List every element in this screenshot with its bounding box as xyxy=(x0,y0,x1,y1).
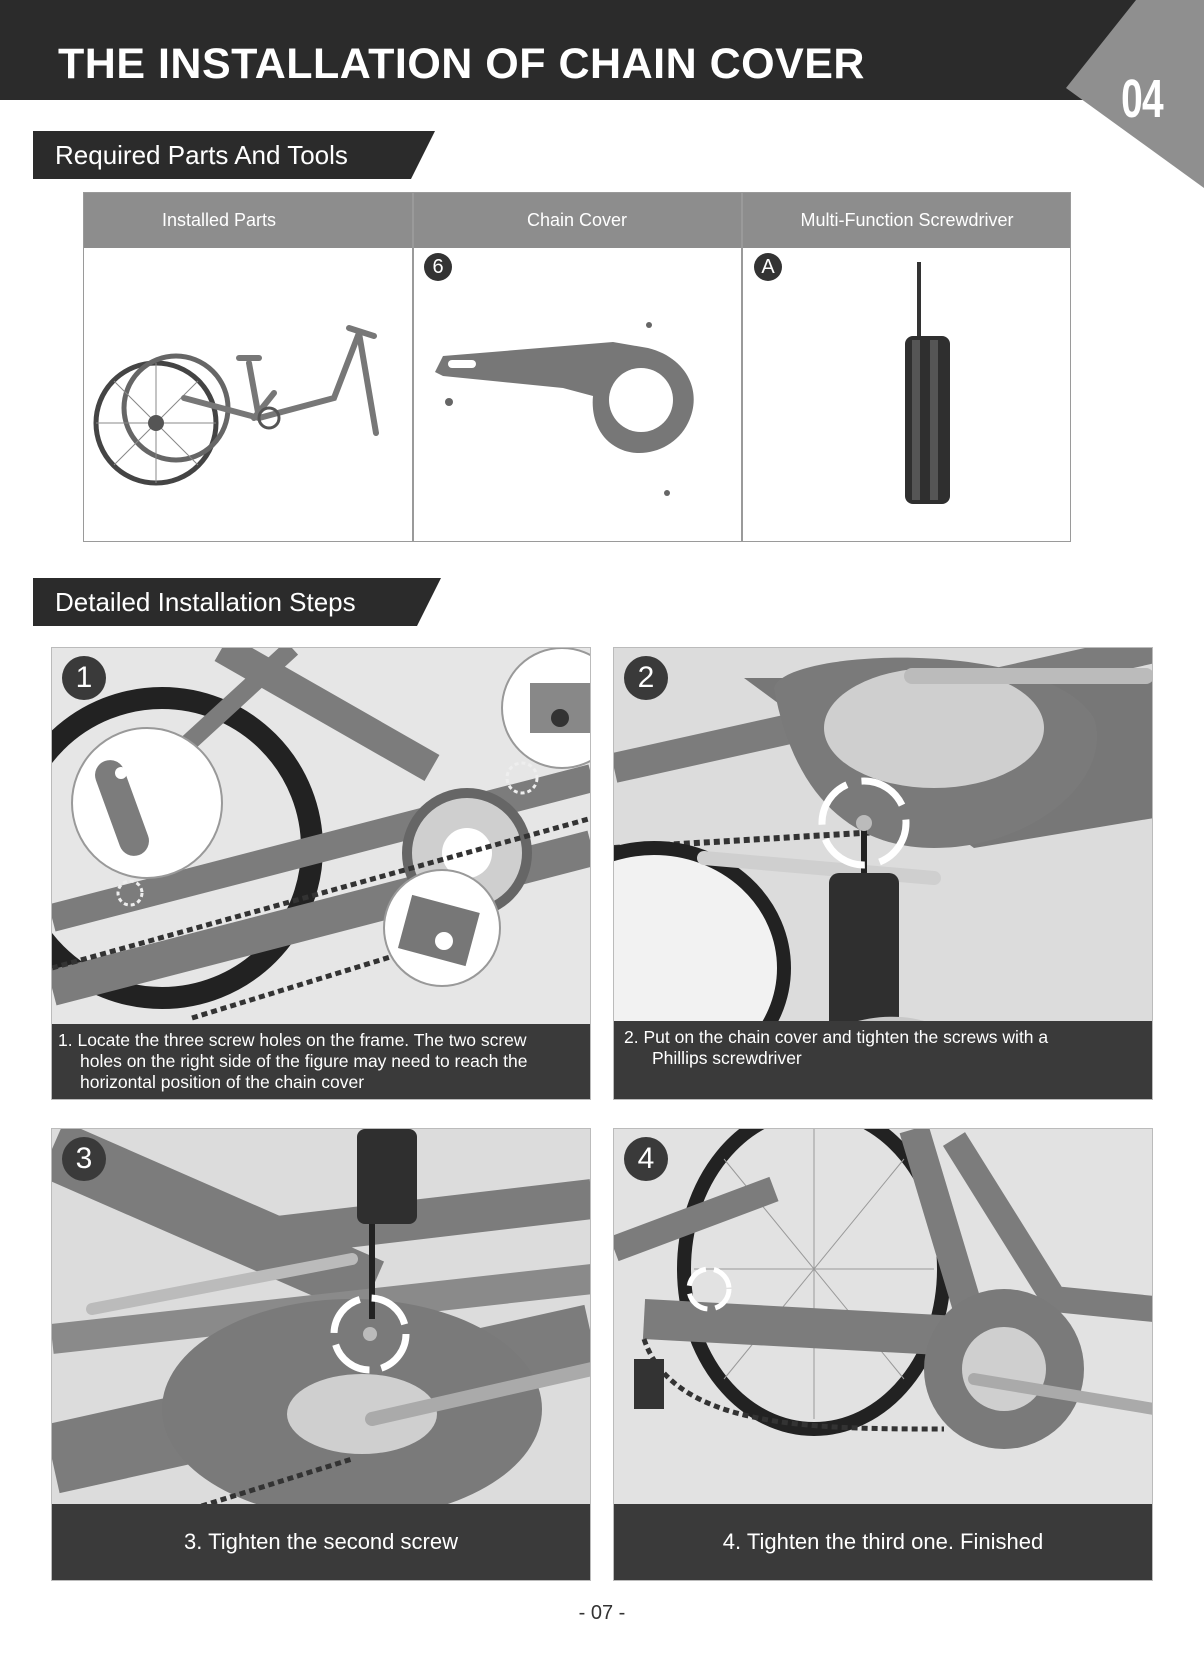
step-4-caption: 4. Tighten the third one. Finished xyxy=(614,1504,1152,1580)
step-1-panel xyxy=(51,647,591,1100)
column-chain-cover: Chain Cover xyxy=(526,210,628,230)
page-title: THE INSTALLATION OF CHAIN COVER xyxy=(58,40,865,88)
step-1-caption: 1. Locate the three screw holes on the frame. The two screw holes on the right side of the figure may need to reach the horizontal position of the chain cover xyxy=(52,1024,590,1099)
step-number-3: 3 xyxy=(62,1137,106,1181)
detailed-steps-banner xyxy=(33,578,441,626)
step-number-2: 2 xyxy=(624,656,668,700)
part-badge-a: A xyxy=(754,253,782,281)
parts-table xyxy=(83,192,1071,542)
step-2-caption: 2. Put on the chain cover and tighten the screws with a Phillips screwdriver xyxy=(614,1021,1152,1099)
column-screwdriver: Multi-Function Screwdriver xyxy=(800,210,1014,230)
column-installed-parts: Installed Parts xyxy=(161,210,277,230)
chain-cover-illustration xyxy=(413,248,741,541)
detailed-steps-heading: Detailed Installation Steps xyxy=(55,587,356,617)
page-number: - 07 - xyxy=(578,1602,626,1624)
step-3-caption: 3. Tighten the second screw xyxy=(52,1504,590,1580)
parts-table-header xyxy=(84,193,1070,248)
tricycle-illustration xyxy=(84,248,412,541)
section-number: 04 xyxy=(1121,69,1163,129)
required-parts-heading: Required Parts And Tools xyxy=(55,140,348,170)
part-badge-6: 6 xyxy=(424,253,452,281)
required-parts-banner xyxy=(33,131,435,179)
step-2-panel xyxy=(613,647,1153,1100)
step-4-panel xyxy=(613,1128,1153,1581)
multi-tool-illustration xyxy=(742,248,1070,541)
step-3-panel xyxy=(51,1128,591,1581)
step-number-1: 1 xyxy=(62,656,106,700)
step-number-4: 4 xyxy=(624,1137,668,1181)
